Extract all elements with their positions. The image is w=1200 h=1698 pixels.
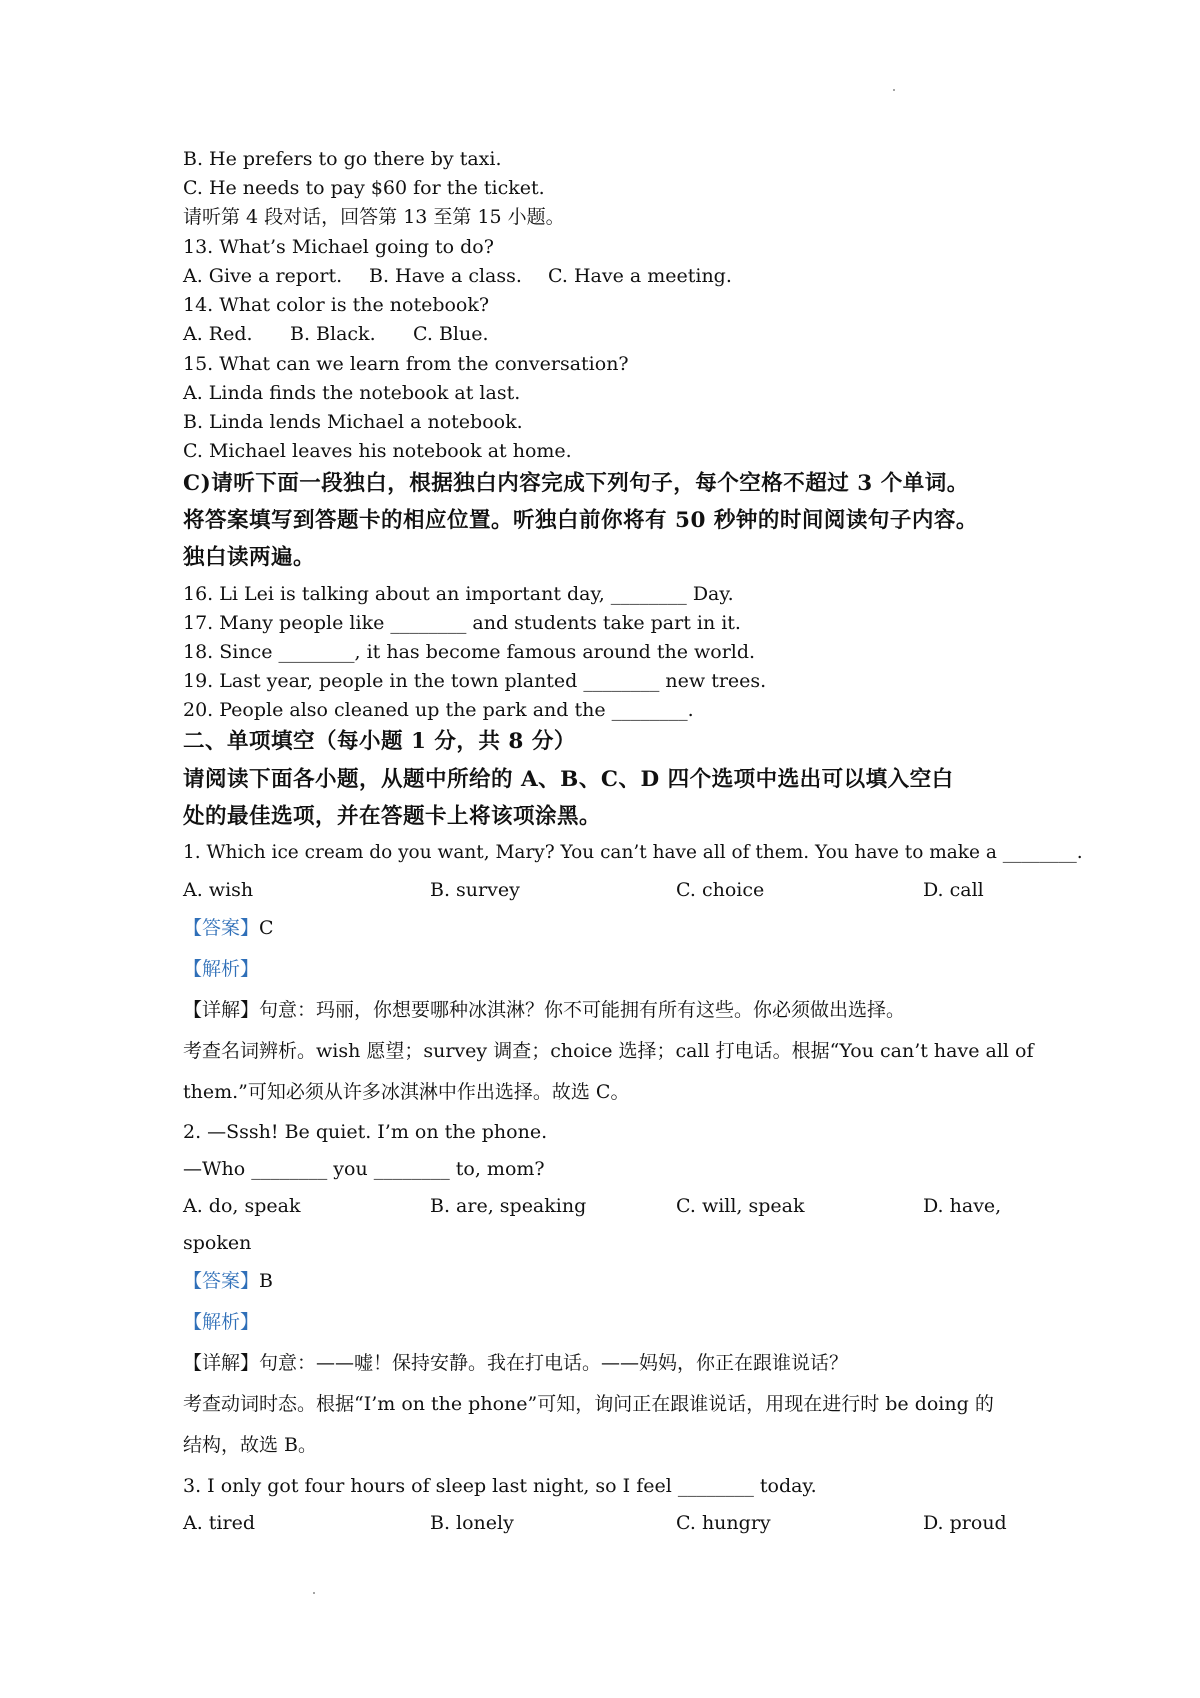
answer-value: B xyxy=(259,1270,273,1292)
q14-option-a: A. Red. xyxy=(183,323,253,345)
q15-option-c: C. Michael leaves his notebook at home. xyxy=(183,440,572,462)
q12-option-c: C. He needs to pay $60 for the ticket. xyxy=(183,177,545,199)
mc-q2-detail-line-3: 结构，故选 B。 xyxy=(183,1434,318,1456)
detail-text: 句意：——嘘！保持安静。我在打电话。——妈妈，你正在跟谁说话？ xyxy=(259,1352,849,1374)
answer-label: 【答案】 xyxy=(183,1270,260,1292)
q15-option-b: B. Linda lends Michael a notebook. xyxy=(183,411,523,433)
answer-value: C xyxy=(259,917,274,939)
mc-q1-detail-line-2: 考查名词辨析。wish 愿望；survey 调查；choice 选择；call 打电话。根据“You can’t have all of xyxy=(183,1040,1034,1062)
mc-q2-answer xyxy=(183,1269,1043,1293)
scan-dot xyxy=(313,1592,315,1594)
section2-instruction-line-2: 处的最佳选项，并在答题卡上将该项涂黑。 xyxy=(183,804,602,829)
mc-q1-analysis-label: 【解析】 xyxy=(183,958,260,980)
q16-sentence: 16. Li Lei is talking about an important day, ________ Day. xyxy=(183,583,734,605)
q14-option-b: B. Black. xyxy=(290,323,376,345)
detail-text: 句意：玛丽，你想要哪种冰淇淋？你不可能拥有所有这些。你必须做出选择。 xyxy=(259,999,906,1021)
mc-q1-option-b: B. survey xyxy=(430,879,520,901)
mc-q1-detail-line-1 xyxy=(183,998,1043,1022)
mc-q1-stem: 1. Which ice cream do you want, Mary? You can’t have all of them. You have to make a ________. xyxy=(183,842,1083,863)
q12-option-b: B. He prefers to go there by taxi. xyxy=(183,148,502,170)
q17-sentence: 17. Many people like ________ and students take part in it. xyxy=(183,612,741,634)
q14-stem: 14. What color is the notebook? xyxy=(183,294,490,316)
mc-q2-analysis-label: 【解析】 xyxy=(183,1311,260,1333)
mc-q2-stem-line-1: 2. —Sssh! Be quiet. I’m on the phone. xyxy=(183,1121,548,1143)
q13-option-c: C. Have a meeting. xyxy=(548,265,732,287)
mc-q3-option-b: B. lonely xyxy=(430,1512,514,1534)
q20-sentence: 20. People also cleaned up the park and the ________. xyxy=(183,699,694,721)
mc-q3-stem: 3. I only got four hours of sleep last night, so I feel ________ today. xyxy=(183,1475,817,1497)
mc-q2-option-b: B. are, speaking xyxy=(430,1195,587,1217)
section2-instruction-line-1: 请阅读下面各小题，从题中所给的 A、B、C、D 四个选项中选出可以填入空白 xyxy=(183,767,954,792)
mc-q3-option-d: D. proud xyxy=(923,1512,1007,1534)
mc-q1-option-c: C. choice xyxy=(676,879,765,901)
mc-q2-option-c: C. will, speak xyxy=(676,1195,805,1217)
q13-stem: 13. What’s Michael going to do? xyxy=(183,236,494,258)
mc-q2-stem-line-2: —Who ________ you ________ to, mom? xyxy=(183,1158,545,1180)
mc-q1-option-d: D. call xyxy=(923,879,984,901)
part-c-instruction-line-3: 独白读两遍。 xyxy=(183,545,316,570)
q13-option-a: A. Give a report. xyxy=(183,265,343,287)
mc-q3-option-c: C. hungry xyxy=(676,1512,771,1534)
part-c-instruction-line-2: 将答案填写到答题卡的相应位置。听独白前你将有 50 秒钟的时间阅读句子内容。 xyxy=(183,508,978,533)
mc-q2-option-d: D. have, xyxy=(923,1195,1002,1217)
q18-sentence: 18. Since ________, it has become famous around the world. xyxy=(183,641,756,663)
q13-option-b: B. Have a class. xyxy=(369,265,522,287)
q14-option-c: C. Blue. xyxy=(413,323,489,345)
mc-q2-option-a: A. do, speak xyxy=(183,1195,301,1217)
section4-instruction: 请听第 4 段对话，回答第 13 至第 15 小题。 xyxy=(183,206,565,228)
mc-q1-detail-line-3: them.”可知必须从许多冰淇淋中作出选择。故选 C。 xyxy=(183,1081,630,1103)
detail-label: 【详解】 xyxy=(183,1352,260,1374)
q19-sentence: 19. Last year, people in the town planted ________ new trees. xyxy=(183,670,767,692)
mc-q2-detail-line-2: 考查动词时态。根据“I’m on the phone”可知，询问正在跟谁说话，用现在进行时 be doing 的 xyxy=(183,1393,994,1415)
q15-option-a: A. Linda finds the notebook at last. xyxy=(183,382,521,404)
mc-q2-option-d-wrap: spoken xyxy=(183,1232,252,1254)
answer-label: 【答案】 xyxy=(183,917,260,939)
section2-heading: 二、单项填空（每小题 1 分，共 8 分） xyxy=(183,729,576,754)
part-c-instruction-line-1: C)请听下面一段独白，根据独白内容完成下列句子，每个空格不超过 3 个单词。 xyxy=(183,471,969,496)
q15-stem: 15. What can we learn from the conversation? xyxy=(183,353,629,375)
mc-q1-option-a: A. wish xyxy=(183,879,254,901)
mc-q3-option-a: A. tired xyxy=(183,1512,256,1534)
detail-label: 【详解】 xyxy=(183,999,260,1021)
mc-q2-detail-line-1 xyxy=(183,1351,1043,1375)
scan-dot xyxy=(893,89,895,91)
mc-q1-answer xyxy=(183,916,1043,940)
